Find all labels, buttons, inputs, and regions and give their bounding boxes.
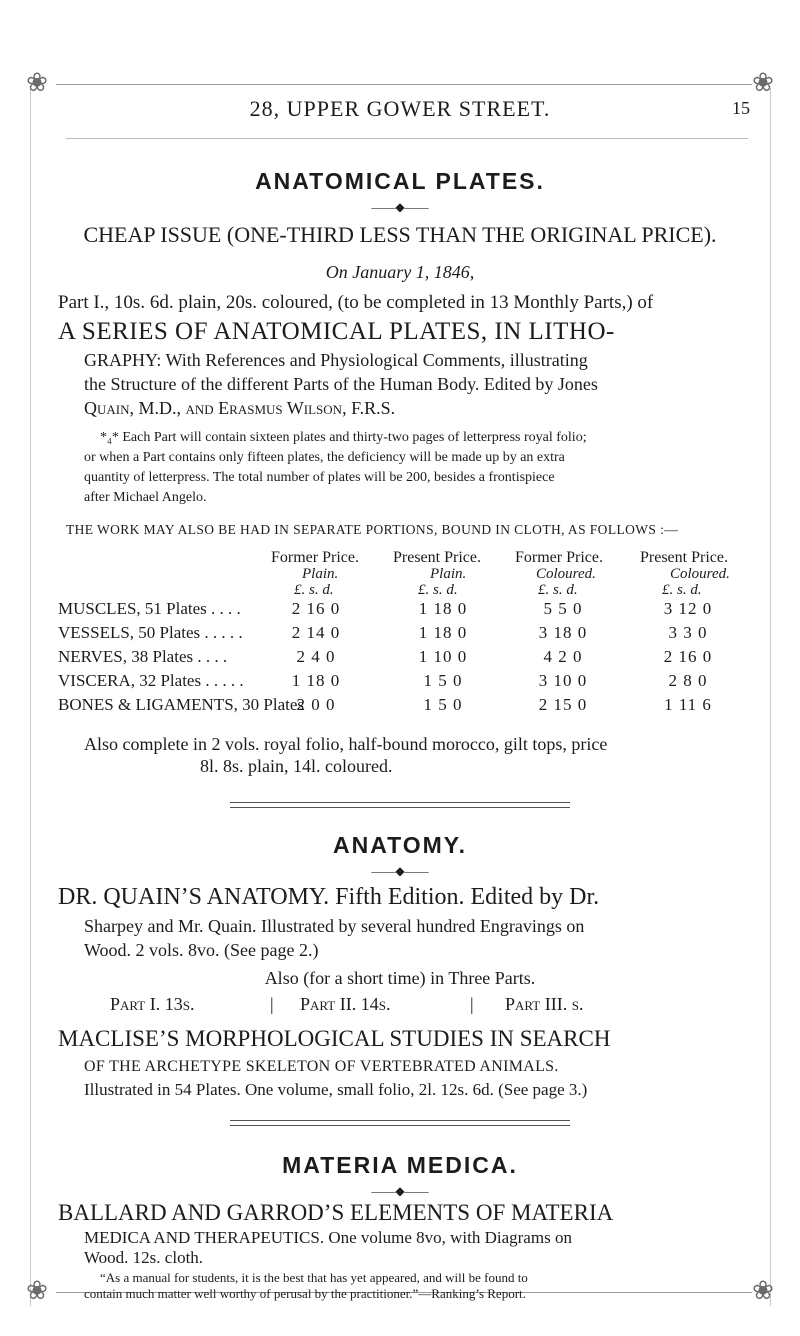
column-header: Former Price. [271, 549, 359, 566]
part-one-price: Part I. 13s. [110, 994, 195, 1014]
price-cell: 1 18 0 [418, 599, 468, 618]
section-double-rule [230, 1120, 570, 1126]
section-divider-ornament: ——◆—— [371, 1184, 429, 1198]
column-units: £. s. d. [662, 582, 702, 598]
row-label: BONES & LIGAMENTS, 30 Plates [58, 695, 305, 714]
section-divider-ornament: ——◆—— [371, 864, 429, 878]
column-units: £. s. d. [294, 582, 334, 598]
ballard-entry-line-1: BALLARD AND GARROD’S ELEMENTS OF MATERIA [58, 1200, 614, 1225]
price-cell: 1 5 0 [423, 671, 463, 690]
part-three-price: Part III. s. [505, 994, 584, 1014]
note-line-1: *₄* Each Part will contain sixteen plates and thirty-two pages of letterpress royal folio; [100, 430, 587, 445]
price-cell: 3 18 0 [538, 623, 588, 642]
price-cell: 1 18 0 [291, 671, 341, 690]
row-label: NERVES, 38 Plates . . . . [58, 647, 228, 666]
price-cell: 1 18 0 [418, 623, 468, 642]
running-head-rule [66, 138, 748, 139]
part-separator: | [270, 994, 274, 1014]
plates-title-line-1: A SERIES OF ANATOMICAL PLATES, IN LITHO- [58, 318, 615, 345]
top-border-rule [56, 84, 752, 85]
column-subheader: Coloured. [670, 566, 730, 582]
column-header: Present Price. [640, 549, 728, 566]
price-cell: 1 5 0 [423, 695, 463, 714]
table-row [58, 623, 748, 647]
floral-corner-ornament-icon: ❀ [752, 68, 774, 97]
price-cell: 3 12 0 [663, 599, 713, 618]
price-cell: 2 15 0 [538, 695, 588, 714]
floral-corner-ornament-icon: ❀ [26, 1276, 48, 1305]
table-row [58, 647, 748, 671]
table-row [58, 671, 748, 695]
quain-parts-intro: Also (for a short time) in Three Parts. [264, 968, 536, 988]
plates-title-line-4: Quain, M.D., and Erasmus Wilson, F.R.S. [84, 398, 396, 418]
quain-entry-line-2: Sharpey and Mr. Quain. Illustrated by several hundred Engravings on [84, 916, 585, 936]
quain-entry-line-1: DR. QUAIN’S ANATOMY. Fifth Edition. Edited by Dr. [58, 884, 600, 910]
publication-date: On January 1, 1846, [325, 262, 475, 282]
column-units: £. s. d. [418, 582, 458, 598]
price-cell: 2 4 0 [296, 647, 336, 666]
quain-parts-row [110, 994, 710, 1018]
note-line-2: or when a Part contains only fifteen plates, the deficiency will be made up by an extra [84, 450, 565, 465]
price-cell: 2 14 0 [291, 623, 341, 642]
price-cell: 3 10 0 [538, 671, 588, 690]
maclise-entry-line-3: Illustrated in 54 Plates. One volume, small folio, 2l. 12s. 6d. (See page 3.) [84, 1080, 588, 1099]
ballard-entry-line-2: MEDICA AND THERAPEUTICS. One volume 8vo, with Diagrams on [84, 1228, 572, 1247]
review-quote-line-1: “As a manual for students, it is the best that has yet appeared, and will be found to [100, 1270, 528, 1285]
row-label: VISCERA, 32 Plates . . . . . [58, 671, 244, 690]
part-separator: | [470, 994, 474, 1014]
part-price-line: Part I., 10s. 6d. plain, 20s. coloured, (to be completed in 13 Monthly Parts,) of [58, 292, 654, 313]
section-heading-anatomical-plates: ANATOMICAL PLATES. [255, 168, 545, 194]
floral-corner-ornament-icon: ❀ [752, 1276, 774, 1305]
running-head-title: 28, UPPER GOWER STREET. [249, 96, 551, 121]
maclise-entry-line-2: OF THE ARCHETYPE SKELETON OF VERTEBRATED ANIMALS. [84, 1058, 559, 1075]
review-quote-line-2: contain much matter well worthy of perusal by the practitioner.”—Ranking’s Report. [84, 1286, 526, 1301]
complete-edition-line-1: Also complete in 2 vols. royal folio, half-bound morocco, gilt tops, price [84, 734, 608, 754]
column-subheader: Plain. [302, 566, 339, 582]
plates-title-line-3: the Structure of the different Parts of the Human Body. Edited by Jones [84, 374, 598, 394]
price-cell: 1 10 0 [418, 647, 468, 666]
section-heading-anatomy: ANATOMY. [333, 832, 467, 858]
column-header: Present Price. [393, 549, 481, 566]
complete-edition-line-2: 8l. 8s. plain, 14l. coloured. [200, 756, 393, 776]
floral-corner-ornament-icon: ❀ [26, 68, 48, 97]
note-line-4: after Michael Angelo. [84, 490, 207, 505]
cheap-issue-subheading: CHEAP ISSUE (ONE-THIRD LESS THAN THE ORIGINAL PRICE). [83, 222, 717, 247]
column-subheader: Coloured. [536, 566, 596, 582]
separate-portions-line: THE WORK MAY ALSO BE HAD IN SEPARATE PORTIONS, BOUND IN CLOTH, AS FOLLOWS :— [66, 522, 679, 537]
ballard-entry-line-3: Wood. 12s. cloth. [84, 1248, 204, 1267]
column-subheader: Plain. [430, 566, 467, 582]
section-heading-materia-medica: MATERIA MEDICA. [282, 1152, 518, 1178]
price-cell: 3 3 0 [668, 623, 708, 642]
row-label: VESSELS, 50 Plates . . . . . [58, 623, 243, 642]
price-cell: 2 8 0 [668, 671, 708, 690]
table-row [58, 599, 748, 623]
price-cell: 2 0 0 [296, 695, 336, 714]
price-cell: 2 16 0 [663, 647, 713, 666]
maclise-entry-line-1: MACLISE’S MORPHOLOGICAL STUDIES IN SEARCH [58, 1026, 611, 1051]
price-cell: 2 16 0 [291, 599, 341, 618]
price-cell: 4 2 0 [543, 647, 583, 666]
row-label: MUSCLES, 51 Plates . . . . [58, 599, 241, 618]
quain-entry-line-3: Wood. 2 vols. 8vo. (See page 2.) [84, 940, 319, 960]
page-number: 15 [732, 98, 750, 118]
column-units: £. s. d. [538, 582, 578, 598]
price-cell: 1 11 6 [664, 695, 712, 714]
section-double-rule [230, 802, 570, 808]
table-row [58, 695, 748, 719]
price-cell: 5 5 0 [543, 599, 583, 618]
plates-title-line-2: GRAPHY: With References and Physiological Comments, illustrating [84, 350, 588, 370]
section-divider-ornament: ——◆—— [371, 200, 429, 214]
column-header: Former Price. [515, 549, 603, 566]
part-two-price: Part II. 14s. [300, 994, 391, 1014]
note-line-3: quantity of letterpress. The total number of plates will be 200, besides a frontispiece [84, 470, 555, 485]
running-head [0, 96, 800, 126]
